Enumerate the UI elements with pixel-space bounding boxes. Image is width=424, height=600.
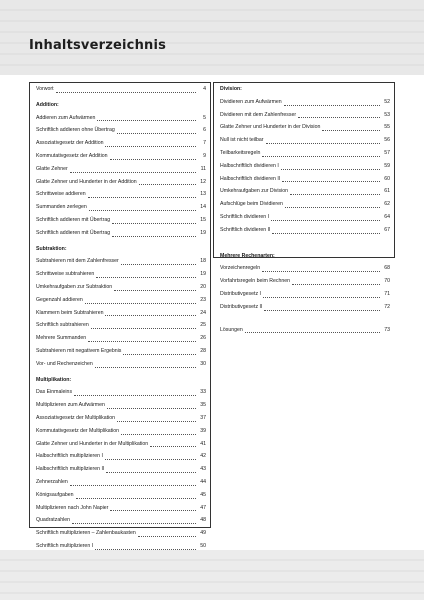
toc-entry [220,134,390,147]
toc-entry [36,112,206,125]
toc-entry-page-number: 50 [200,542,206,549]
toc-entry-label: Umkehraufgaben zur Subtraktion [36,283,113,290]
toc-entry-label: Vorfahrtsregeln beim Rechnen [220,278,291,285]
toc-entry-label: Umkehraufgaben zur Division [220,188,289,195]
toc-entry-label: Das Einmaleins [36,389,73,396]
toc-entry-label: Schrittweise subtrahieren [36,271,95,278]
toc-right-column [220,83,390,336]
toc-entry-page-number: 13 [200,191,206,198]
toc-entry-label: Schriftlich subtrahieren [36,322,89,329]
toc-entry-page-number: 48 [200,517,206,524]
toc-entry-leader-dots [298,117,380,118]
toc-entry [220,96,390,109]
toc-entry [36,124,206,137]
toc-entry-leader-dots [263,297,380,298]
toc-entry [36,307,206,320]
toc-entry-page-number: 7 [203,140,206,147]
toc-entry-label: Vorzeichenregeln [220,265,261,272]
toc-entry-label: Schriftlich multiplizieren I [36,542,94,549]
toc-entry [36,255,206,268]
toc-entry-page-number: 49 [200,530,206,537]
toc-entry [36,425,206,438]
toc-entry [220,198,390,211]
toc-entry-leader-dots [88,341,196,342]
toc-entry-leader-dots [72,523,196,524]
toc-entry-page-number: 23 [200,296,206,303]
toc-entry-label: Schriftlich addieren mit Übertrag [36,229,111,236]
toc-entry-leader-dots [272,233,380,234]
toc-entry-page-number: 6 [203,127,206,134]
toc-entry-leader-dots [112,236,196,237]
toc-entry-leader-dots [91,328,196,329]
toc-entry-label: Teilbarkeitsregeln [220,149,261,156]
toc-entry [36,137,206,150]
toc-entry [220,275,390,288]
toc-entry-label: Königsaufgaben [36,491,74,498]
toc-entry [36,514,206,527]
toc-entry-leader-dots [138,536,196,537]
page-footer [0,550,424,600]
toc-section-heading-label: Mehrere Rechenarten: [220,252,275,259]
toc-entry-page-number: 57 [384,149,390,156]
toc-entry-leader-dots [110,510,196,511]
toc-entry-page-number: 28 [200,347,206,354]
toc-entry-label: Schriftlich dividieren II [220,226,271,233]
toc-entry-label: Halbschriftlich multiplizieren II [36,466,105,473]
toc-entry-label: Dividieren mit dem Zahlenfresser [220,111,297,118]
toc-entry-leader-dots [74,395,196,396]
toc-entry-leader-dots [292,284,380,285]
toc-entry-page-number: 18 [200,258,206,265]
toc-entry [36,150,206,163]
toc-entry-page-number: 53 [384,111,390,118]
toc-entry-leader-dots [105,146,196,147]
toc-entry [220,301,390,314]
toc-entry-page-number: 71 [384,290,390,297]
toc-entry-page-number: 41 [200,440,206,447]
toc-entry-leader-dots [281,169,380,170]
toc-entry-page-number: 44 [200,478,206,485]
toc-entry-label: Gegenzahl addieren [36,296,83,303]
toc-entry-page-number: 5 [203,114,206,121]
toc-entry [36,438,206,451]
toc-entry-label: Glatte Zehner und Hunderter in der Multiplikation [36,440,149,447]
toc-entry-label: Aufschlüge beim Dividieren [220,201,283,208]
toc-entry-leader-dots [95,367,196,368]
toc-right-box [213,82,395,333]
toc-entry-label: Kommutativgesetz der Multiplikation [36,427,120,434]
toc-entry-leader-dots [114,290,196,291]
toc-entry-leader-dots [245,332,380,333]
toc-section-heading [36,243,206,256]
toc-entry-page-number: 15 [200,216,206,223]
toc-entry-label: Subtrahieren mit dem Zahlenfresser [36,258,119,265]
toc-entry-page-number: 60 [384,175,390,182]
toc-entry-page-number: 59 [384,162,390,169]
toc-entry [220,121,390,134]
toc-entry-leader-dots [106,472,196,473]
toc-entry [36,201,206,214]
toc-entry-page-number: 35 [200,402,206,409]
toc-entry-label: Halbschriftlich dividieren I [220,162,279,169]
toc-entry [220,173,390,186]
toc-entry-label: Schriftlich addieren mit Übertrag [36,216,111,223]
toc-entry-leader-dots [89,210,196,211]
toc-entry-leader-dots [70,172,196,173]
toc-entry-leader-dots [271,220,380,221]
toc-entry-label: Schriftlich addieren ohne Übertrag [36,127,115,134]
toc-section-heading-label: Subtraktion: [36,245,67,252]
toc-entry-page-number: 14 [200,204,206,211]
toc-entry [36,268,206,281]
toc-entry-page-number: 37 [200,414,206,421]
toc-entry-page-number: 24 [200,309,206,316]
page-title: Inhaltsverzeichnis [29,38,167,53]
toc-entry-leader-dots [110,159,196,160]
toc-entry-page-number: 62 [384,201,390,208]
toc-entry-leader-dots [285,207,380,208]
toc-entry [36,345,206,358]
toc-entry [36,83,206,96]
toc-entry-label: Mehrere Summanden [36,335,87,342]
toc-entry [220,160,390,173]
toc-entry-leader-dots [96,277,196,278]
toc-entry [220,211,390,224]
toc-entry [36,399,206,412]
toc-section-heading-label: Addition: [36,101,59,108]
toc-entry-label: Schrittweise addieren [36,191,86,198]
toc-section-heading [36,99,206,112]
toc-entry-leader-dots [262,271,380,272]
toc-entry [36,386,206,399]
toc-entry-leader-dots [150,446,196,447]
toc-entry-label: Multiplizieren nach John Napier [36,504,109,511]
toc-entry-label: Glatte Zehner und Hunderter in der Addition [36,178,137,185]
toc-entry-label: Klammern beim Subtrahieren [36,309,104,316]
toc-entry-page-number: 11 [200,165,206,172]
toc-entry-leader-dots [290,194,380,195]
toc-entry-page-number: 26 [200,335,206,342]
toc-entry-leader-dots [105,315,196,316]
toc-entry-label: Multiplizieren zum Aufwärmen [36,402,105,409]
toc-entry-page-number: 19 [200,271,206,278]
toc-entry-leader-dots [88,197,196,198]
toc-entry-leader-dots [107,408,196,409]
toc-entry-label: Vorwort [36,86,54,92]
toc-entry-label: Dividieren zum Aufwärmen [220,98,282,105]
toc-entry-label: Schriftlich multiplizieren – Zahlenbaukasten [36,530,136,537]
toc-entry-label: Glatte Zehner und Hunderter in der Division [220,124,321,131]
toc-entry [36,358,206,371]
page-header [0,0,424,75]
toc-entry-page-number: 39 [200,427,206,434]
toc-entry-label: Addieren zum Aufwärmen [36,114,96,121]
toc-entry-page-number: 61 [384,188,390,195]
toc-entry [36,476,206,489]
toc-spacer [220,314,390,324]
toc-entry-leader-dots [264,310,380,311]
toc-section-heading-label: Multiplikation: [36,376,72,383]
toc-entry-label: Schriftlich dividieren I [220,213,270,220]
toc-entry-leader-dots [266,143,380,144]
toc-entry [36,527,206,540]
toc-entry [220,109,390,122]
toc-section-heading [220,250,390,263]
toc-entry-leader-dots [97,120,196,121]
toc-entry-page-number: 56 [384,137,390,144]
toc-entry-leader-dots [117,421,196,422]
toc-entry-page-number: 19 [200,229,206,236]
toc-entry-label: Summanden zerlegen [36,204,87,211]
toc-entry-leader-dots [70,485,196,486]
toc-entry-page-number: 52 [384,98,390,105]
toc-entry-label: Null ist nicht teilbar [220,137,264,144]
toc-left-column [36,83,206,565]
toc-entry-leader-dots [121,264,196,265]
toc-entry [220,288,390,301]
toc-entry-leader-dots [121,434,196,435]
toc-entry-page-number: 47 [200,504,206,511]
toc-entry-leader-dots [117,133,196,134]
toc-entry-page-number: 67 [384,226,390,233]
toc-entry-label: Lösungen [220,326,243,333]
toc-entry-leader-dots [105,459,196,460]
toc-entry-label: Assoziativgesetz der Multiplikation [36,414,116,421]
toc-entry-label: Subtrahieren mit negativem Ergebnis [36,347,122,354]
toc-entry-page-number: 42 [200,453,206,460]
toc-entry [36,227,206,240]
toc-entry-page-number: 43 [200,466,206,473]
toc-entry-page-number: 25 [200,322,206,329]
toc-entry-page-number: 72 [384,303,390,310]
toc-entry-page-number: 30 [200,360,206,367]
toc-entry [36,281,206,294]
toc-entry-page-number: 64 [384,213,390,220]
toc-entry-label: Quadratzahlen [36,517,71,524]
toc-entry-page-number: 20 [200,283,206,290]
toc-entry [36,489,206,502]
toc-section-heading [36,374,206,387]
toc-section-heading [220,83,390,96]
toc-entry-page-number: 9 [203,152,206,159]
toc-entry [220,262,390,275]
toc-entry-leader-dots [56,92,196,93]
toc-entry [220,185,390,198]
toc-entry-leader-dots [284,105,380,106]
toc-entry-leader-dots [76,498,197,499]
toc-entry [36,463,206,476]
toc-entry-label: Kommutativgesetz der Addition [36,152,108,159]
toc-entry-leader-dots [139,184,196,185]
toc-entry-page-number: 55 [384,124,390,131]
toc-entry-label: Distributivgesetz I [220,290,261,297]
toc-entry-page-number: 45 [200,491,206,498]
toc-entry-leader-dots [123,354,196,355]
toc-entry-label: Assoziativgesetz der Addition [36,140,104,147]
toc-entry-page-number: 73 [384,326,390,333]
toc-entry [36,319,206,332]
toc-entry-label: Zehnerzahlen [36,478,68,485]
toc-entry [36,214,206,227]
toc-entry-leader-dots [262,156,380,157]
toc-entry-leader-dots [112,223,196,224]
toc-entry [36,450,206,463]
toc-entry [220,147,390,160]
toc-entry [220,224,390,237]
toc-entry [36,188,206,201]
toc-entry-label: Halbschriftlich multiplizieren I [36,453,103,460]
toc-entry-label: Glatte Zehner [36,165,68,172]
toc-entry [36,412,206,425]
toc-entry-leader-dots [85,303,196,304]
toc-entry [36,163,206,176]
toc-entry-page-number: 70 [384,278,390,285]
toc-entry [36,332,206,345]
toc-section-heading-label: Division: [220,86,242,92]
toc-entry-leader-dots [322,130,380,131]
toc-entry-page-number: 4 [203,86,206,92]
toc-entry [36,294,206,307]
toc-entry [36,502,206,515]
toc-entry-label: Halbschriftlich dividieren II [220,175,281,182]
toc-left-box [29,82,211,549]
toc-spacer [220,237,390,247]
toc-entry [36,176,206,189]
toc-entry-label: Vor- und Rechenzeichen [36,360,93,367]
toc-entry [220,324,390,337]
toc-entry-leader-dots [282,181,380,182]
toc-entry-page-number: 68 [384,265,390,272]
toc-entry-page-number: 12 [200,178,206,185]
toc-entry-label: Distributivgesetz II [220,303,263,310]
toc-entry-page-number: 33 [200,389,206,396]
